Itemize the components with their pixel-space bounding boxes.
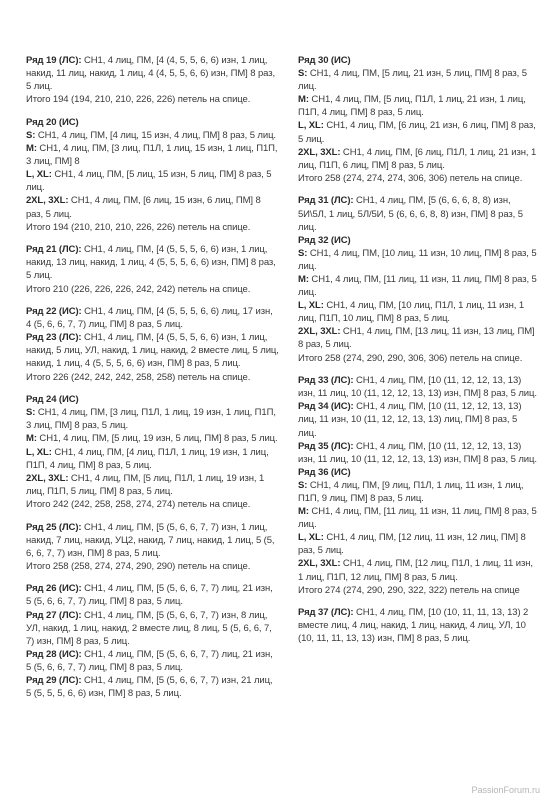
- instruction-line: [298, 93, 538, 119]
- row-text: Итого 226 (242, 242, 242, 258, 258) петель на спице.: [26, 371, 251, 383]
- instruction-line: [298, 172, 538, 185]
- row-label: М:: [26, 433, 37, 445]
- instruction-line: [26, 446, 280, 472]
- instruction-line: [26, 221, 280, 234]
- row-label: Ряд 31 (ЛС):: [298, 195, 354, 207]
- row-text: СН1, 4 лиц, ПМ, [10 (10, 11, 11, 13, 13) 2 вместе лиц, 4 лиц, накид, 1 лиц, накид, 4 лиц, УЛ, 10 (10, 11, 11, 13, 13) изн, ПМ] 8 раз, 5 лиц.: [298, 607, 529, 645]
- instruction-block: [26, 582, 280, 700]
- row-text: Итого 210 (226, 226, 226, 242, 242) петель на спице.: [26, 283, 251, 295]
- row-label: М:: [298, 506, 309, 518]
- row-text: СН1, 4 лиц, ПМ, [5 (5, 6, 6, 7, 7) изн, 1 лиц, накид, 7 лиц, накид, УЦ2, накид, 7 лиц, накид, 1 лиц, 5 (5, 6, 6, 7, 7) изн, ПМ] 8 раз, 5 лиц.: [26, 521, 275, 559]
- instruction-line: [26, 371, 280, 384]
- row-text: СН1, 4 лиц, ПМ, [12 лиц, П1Л, 1 лиц, 11 изн, 1 лиц, П1П, 12 лиц, ПМ] 8 раз, 5 лиц.: [298, 558, 533, 583]
- row-label: S:: [298, 247, 308, 259]
- row-label: Ряд 34 (ИС):: [298, 401, 354, 413]
- row-label: L, XL:: [298, 300, 324, 312]
- row-text: СН1, 4 лиц, ПМ, [4 лиц, 15 изн, 4 лиц, ПМ] 8 раз, 5 лиц.: [35, 129, 276, 141]
- row-label: S:: [298, 479, 308, 491]
- row-label: L, XL:: [26, 446, 52, 458]
- instruction-line: [26, 129, 280, 142]
- row-text: СН1, 4 лиц, ПМ, [3 лиц, П1Л, 1 лиц, 15 изн, 1 лиц, П1П, 3 лиц, ПМ] 8: [26, 143, 278, 168]
- instruction-block: [26, 116, 280, 234]
- row-text: Итого 194 (210, 210, 210, 226, 226) петель на спице.: [26, 221, 251, 233]
- row-text: СН1, 4 лиц, ПМ, [5 (5, 6, 6, 7, 7) лиц, 21 изн, 5 (5, 6, 6, 7, 7) лиц, ПМ] 8 раз, 5 лиц.: [26, 648, 273, 673]
- row-text: СН1, 4 лиц, ПМ, [5 (5, 6, 6, 7, 7) лиц, 21 изн, 5 (5, 6, 6, 7, 7) лиц, ПМ] 8 раз, 5 лиц.: [26, 583, 273, 608]
- row-label: Ряд 24 (ИС): [26, 394, 79, 406]
- row-text: Итого 194 (194, 210, 210, 226, 226) петель на спице.: [26, 94, 251, 106]
- row-label: S:: [298, 68, 308, 80]
- row-text: СН1, 4 лиц, ПМ, [10 (11, 12, 12, 13, 13) изн, 11 лиц, 10 (11, 12, 12, 13, 13) изн, ПМ] 8 раз, 5 лиц.: [298, 440, 537, 465]
- instruction-line: [26, 609, 280, 648]
- instruction-line: [26, 194, 280, 220]
- row-label: Ряд 21 (ЛС):: [26, 244, 82, 256]
- instruction-line: [298, 194, 538, 233]
- row-text: СН1, 4 лиц, ПМ, [11 лиц, 11 изн, 11 лиц, ПМ] 8 раз, 5 лиц.: [298, 506, 537, 531]
- row-label: S:: [26, 129, 36, 141]
- instruction-line: [26, 406, 280, 432]
- instruction-line: [26, 142, 280, 168]
- row-text: СН1, 4 лиц, ПМ, [4 лиц, П1Л, 1 лиц, 19 изн, 1 лиц, П1П, 4 лиц, ПМ] 8 раз, 5 лиц.: [26, 446, 269, 471]
- row-label: Ряд 19 (ЛС):: [26, 55, 82, 66]
- instruction-line: [298, 440, 538, 466]
- instruction-line: [26, 331, 280, 370]
- row-label: L, XL:: [298, 120, 324, 132]
- instruction-block: [298, 54, 538, 185]
- row-text: СН1, 4 лиц, ПМ, [4 (5, 5, 5, 6, 6) лиц, 17 изн, 4 (5, 6, 6, 7, 7) лиц, ПМ] 8 раз, 5 лиц.: [26, 306, 273, 331]
- instruction-block: [26, 521, 280, 573]
- row-text: СН1, 4 лиц, ПМ, [5 (5, 6, 6, 7, 7) изн, 21 лиц, 5 (5, 5, 5, 6, 6) изн, ПМ] 8 раз, 5 лиц.: [26, 675, 273, 700]
- instruction-block: [298, 374, 538, 597]
- row-text: СН1, 4 лиц, ПМ, [5 лиц, 15 изн, 5 лиц, ПМ] 8 раз, 5 лиц.: [26, 169, 272, 194]
- instruction-line: [298, 466, 538, 479]
- row-text: СН1, 4 лиц, ПМ, [6 лиц, П1Л, 1 лиц, 21 изн, 1 лиц, П1П, 6 лиц, ПМ] 8 раз, 5 лиц.: [298, 146, 537, 171]
- row-text: СН1, 4 лиц, ПМ, [10 лиц, 11 изн, 10 лиц, ПМ] 8 раз, 5 лиц.: [298, 247, 537, 272]
- instruction-line: [298, 400, 538, 439]
- instruction-line: [298, 67, 538, 93]
- row-label: М:: [298, 274, 309, 285]
- row-text: СН1, 4 лиц, ПМ, [12 лиц, 11 изн, 12 лиц, ПМ] 8 раз, 5 лиц.: [298, 532, 526, 557]
- row-label: 2XL, 3XL:: [298, 326, 341, 338]
- instruction-line: [298, 146, 538, 172]
- row-text: СН1, 4 лиц, ПМ, [4 (5, 5, 5, 6, 6) изн, 1 лиц, накид, 5 лиц, УЛ, накид, 1 лиц, накид, 2 вместе лиц, 5 лиц, накид, 1 лиц, 4 (5, 5, 5, 6, 6) изн, ПМ] 8 раз, 5 лиц.: [26, 332, 279, 370]
- instruction-block: [26, 54, 280, 106]
- row-label: Ряд 25 (ЛС):: [26, 521, 82, 533]
- instruction-line: [298, 325, 538, 351]
- row-label: Ряд 35 (ЛС):: [298, 440, 354, 452]
- instruction-line: [298, 557, 538, 583]
- row-text: СН1, 4 лиц, ПМ, [13 лиц, 11 изн, 13 лиц, ПМ] 8 раз, 5 лиц.: [298, 326, 535, 351]
- row-label: S:: [26, 407, 36, 419]
- instruction-block: [26, 243, 280, 295]
- row-text: СН1, 4 лиц, ПМ, [6 лиц, 21 изн, 6 лиц, ПМ] 8 раз, 5 лиц.: [298, 120, 536, 145]
- row-text: СН1, 4 лиц, ПМ, [10 лиц, П1Л, 1 лиц, 11 изн, 1 лиц, П1П, 10 лиц, ПМ] 8 раз, 5 лиц.: [298, 300, 525, 325]
- row-label: М:: [26, 143, 37, 155]
- instruction-line: [26, 432, 280, 445]
- left-column: [26, 54, 280, 710]
- row-text: СН1, 4 лиц, ПМ, [5 лиц, П1Л, 1 лиц, 19 изн, 1 лиц, П1П, 5 лиц, ПМ] 8 раз, 5 лиц.: [26, 472, 265, 497]
- instruction-line: [26, 393, 280, 406]
- row-label: Ряд 28 (ИС):: [26, 648, 82, 660]
- instruction-block: [26, 393, 280, 511]
- row-label: Ряд 32 (ИС): [298, 234, 351, 246]
- instruction-line: [298, 479, 538, 505]
- row-label: Ряд 33 (ЛС):: [298, 375, 354, 387]
- instruction-line: [298, 54, 538, 67]
- row-label: Ряд 29 (ЛС):: [26, 675, 82, 687]
- row-label: Ряд 30 (ИС): [298, 55, 351, 66]
- instruction-line: [26, 305, 280, 331]
- instruction-block: [26, 305, 280, 384]
- row-text: СН1, 4 лиц, ПМ, [4 (4, 5, 5, 6, 6) изн, 1 лиц, накид, 11 лиц, накид, 1 лиц, 4 (4, 5, 5, 6, 6) изн, ПМ] 8 раз, 5 лиц.: [26, 55, 276, 93]
- instruction-line: [26, 54, 280, 93]
- instruction-line: [298, 606, 538, 645]
- instruction-line: [298, 234, 538, 247]
- row-text: СН1, 4 лиц, ПМ, [5 (5, 6, 6, 7, 7) изн, 8 лиц, УЛ, накид, 1 лиц, накид, 2 вместе лиц, 8 лиц, 5 (5, 6, 6, 7, 7) изн, ПМ] 8 раз, 5 лиц.: [26, 609, 272, 647]
- row-label: Ряд 36 (ИС): [298, 466, 351, 478]
- row-label: 2XL, 3XL:: [298, 558, 341, 570]
- row-label: М:: [298, 94, 309, 106]
- row-text: Итого 274 (274, 290, 290, 322, 322) петель на спице: [298, 584, 520, 596]
- instruction-line: [298, 374, 538, 400]
- row-label: 2XL, 3XL:: [26, 195, 69, 207]
- row-text: СН1, 4 лиц, ПМ, [5 лиц, 21 изн, 5 лиц, ПМ] 8 раз, 5 лиц.: [298, 68, 527, 93]
- instruction-line: [26, 498, 280, 511]
- row-text: СН1, 4 лиц, ПМ, [5 лиц, 19 изн, 5 лиц, ПМ] 8 раз, 5 лиц.: [36, 433, 278, 445]
- instruction-line: [298, 273, 538, 299]
- instruction-line: [298, 119, 538, 145]
- instruction-line: [298, 584, 538, 597]
- row-text: СН1, 4 лиц, ПМ, [11 лиц, 11 изн, 11 лиц, ПМ] 8 раз, 5 лиц.: [298, 274, 537, 299]
- row-label: Ряд 37 (ЛС):: [298, 607, 354, 619]
- instruction-line: [26, 168, 280, 194]
- instruction-line: [26, 472, 280, 498]
- instruction-line: [298, 352, 538, 365]
- instruction-line: [298, 505, 538, 531]
- row-label: Ряд 26 (ИС):: [26, 583, 82, 595]
- row-label: Ряд 22 (ИС):: [26, 306, 82, 318]
- row-text: СН1, 4 лиц, ПМ, [10 (11, 12, 12, 13, 13) лиц, 11 изн, 10 (11, 12, 12, 13, 13) лиц, ПМ] 8 раз, 5 лиц.: [298, 401, 522, 439]
- row-text: Итого 242 (242, 258, 258, 274, 274) петель на спице.: [26, 498, 251, 510]
- right-column: [298, 54, 538, 655]
- instruction-line: [298, 531, 538, 557]
- row-text: СН1, 4 лиц, ПМ, [9 лиц, П1Л, 1 лиц, 11 изн, 1 лиц, П1П, 9 лиц, ПМ] 8 раз, 5 лиц.: [298, 479, 524, 504]
- row-label: Ряд 27 (ЛС):: [26, 609, 82, 621]
- row-label: 2XL, 3XL:: [26, 472, 69, 484]
- row-text: СН1, 4 лиц, ПМ, [5 лиц, П1Л, 1 лиц, 21 изн, 1 лиц, П1П, 4 лиц, ПМ] 8 раз, 5 лиц.: [298, 94, 526, 119]
- row-label: Ряд 20 (ИС): [26, 116, 79, 128]
- instruction-line: [26, 582, 280, 608]
- instruction-line: [26, 93, 280, 106]
- row-text: СН1, 4 лиц, ПМ, [4 (5, 5, 5, 6, 6) изн, 1 лиц, накид, 13 лиц, накид, 1 лиц, 4 (5, 5, 5, 6, 6) изн, ПМ] 8 раз, 5 лиц.: [26, 244, 276, 282]
- instruction-line: [26, 283, 280, 296]
- instruction-line: [26, 116, 280, 129]
- instruction-line: [26, 243, 280, 282]
- instruction-line: [298, 247, 538, 273]
- row-text: СН1, 4 лиц, ПМ, [10 (11, 12, 12, 13, 13) изн, 11 лиц, 10 (11, 12, 12, 13, 13) изн, ПМ] 8 раз, 5 лиц.: [298, 375, 537, 400]
- instruction-line: [26, 648, 280, 674]
- row-text: Итого 258 (274, 274, 274, 306, 306) петель на спице.: [298, 172, 523, 184]
- row-text: СН1, 4 лиц, ПМ, [5 (6, 6, 6, 8, 8) изн, 5И\5Л, 1 лиц, 5Л/5И, 5 (6, 6, 6, 8, 8) изн, ПМ] 8 раз, 5 лиц.: [298, 195, 523, 233]
- row-label: Ряд 23 (ЛС):: [26, 332, 82, 344]
- row-text: СН1, 4 лиц, ПМ, [3 лиц, П1Л, 1 лиц, 19 изн, 1 лиц, П1П, 3 лиц, ПМ] 8 раз, 5 лиц.: [26, 407, 276, 432]
- instruction-block: [298, 606, 538, 645]
- instruction-line: [26, 560, 280, 573]
- instruction-line: [298, 299, 538, 325]
- instruction-line: [26, 674, 280, 700]
- watermark: PassionForum.ru: [471, 785, 540, 795]
- instruction-line: [26, 521, 280, 560]
- row-text: Итого 258 (258, 274, 274, 290, 290) петель на спице.: [26, 560, 251, 572]
- row-label: 2XL, 3XL:: [298, 146, 341, 158]
- row-text: Итого 258 (274, 290, 290, 306, 306) петель на спице.: [298, 352, 523, 364]
- row-label: L, XL:: [298, 532, 324, 544]
- row-label: L, XL:: [26, 169, 52, 181]
- instruction-block: [298, 194, 538, 364]
- row-text: СН1, 4 лиц, ПМ, [6 лиц, 15 изн, 6 лиц, ПМ] 8 раз, 5 лиц.: [26, 195, 261, 220]
